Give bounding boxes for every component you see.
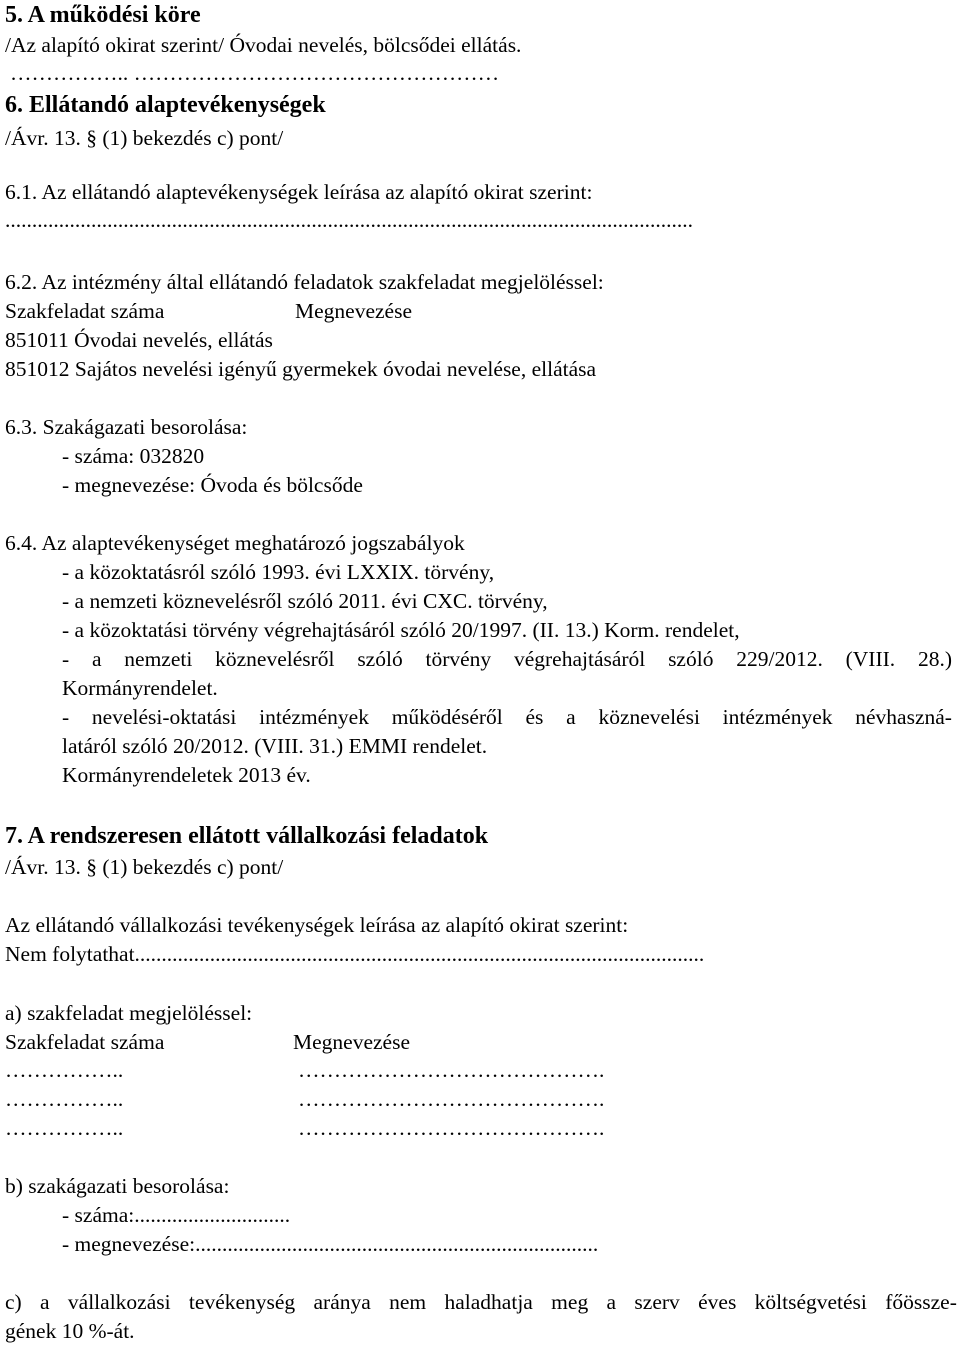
task-row-2: 851012 Sajátos nevelési igényű gyermekek óvodai nevelése, ellátása — [5, 357, 597, 381]
blank-number: …………….. — [5, 1087, 124, 1111]
section-6-reference: /Ávr. 13. § (1) bekezdés c) pont/ — [5, 126, 284, 150]
word: éves — [698, 1290, 737, 1314]
word: végrehajtásáról — [513, 647, 646, 671]
word: nemzeti — [124, 647, 193, 671]
law-item-continuation: Kormányrendelet. — [62, 676, 218, 700]
column-header-number: Szakfeladat száma — [5, 299, 165, 323]
section-5-scope: /Az alapító okirat szerint/ Óvodai nevelés, bölcsődei ellátás. — [5, 33, 522, 57]
word: tevékenység — [188, 1290, 296, 1314]
law-item: - a közoktatásról szóló 1993. évi LXXIX. törvény, — [62, 560, 495, 584]
law-item-justified — [62, 707, 952, 729]
subsection-b-title: b) szakágazati besorolása: — [5, 1174, 230, 1198]
word: intézmények — [259, 705, 369, 729]
word: - — [62, 647, 70, 671]
section-5-dots: …………….. …………………………………………… — [10, 61, 500, 85]
word: a — [566, 705, 576, 729]
word: c) — [5, 1290, 22, 1314]
word: meg — [551, 1290, 589, 1314]
section-6-4: 6.4. Az alaptevékenységet meghatározó jogszabályok — [5, 531, 465, 555]
word: haladhatja — [444, 1290, 533, 1314]
word: és — [525, 705, 544, 729]
section-6-3: 6.3. Szakágazati besorolása: — [5, 415, 248, 439]
section-6-2: 6.2. Az intézmény által ellátandó feladatok szakfeladat megjelöléssel: — [5, 270, 604, 294]
column-header-name: Megnevezése — [293, 1030, 410, 1054]
law-item: - a közoktatási törvény végrehajtásáról szóló 20/1997. (II. 13.) Korm. rendelet, — [62, 618, 740, 642]
law-item-continuation: latáról szóló 20/2012. (VIII. 31.) EMMI rendelet. — [62, 734, 488, 758]
business-description-label: Az ellátandó vállalkozási tevékenységek leírása az alapító okirat szerint: — [5, 913, 629, 937]
word: törvény — [425, 647, 492, 671]
word: vállalkozási — [67, 1290, 171, 1314]
word: névhaszná- — [855, 705, 952, 729]
word: a — [91, 647, 102, 671]
section-7-reference: /Ávr. 13. § (1) bekezdés c) pont/ — [5, 855, 284, 879]
word: a — [606, 1290, 617, 1314]
law-item: Kormányrendeletek 2013 év. — [62, 763, 311, 787]
section-7-title: 7. A rendszeresen ellátott vállalkozási feladatok — [5, 823, 489, 849]
sector-number: - száma: 032820 — [62, 444, 205, 468]
word: intézmények — [722, 705, 833, 729]
sector-name-blank: - megnevezése:........................................................................... — [62, 1232, 599, 1256]
blank-number: …………….. — [5, 1116, 124, 1140]
word: 229/2012. — [736, 647, 823, 671]
word: köznevelési — [598, 705, 700, 729]
column-header-name: Megnevezése — [295, 299, 412, 323]
law-item: - a nemzeti köznevelésről szóló 2011. évi CXC. törvény, — [62, 589, 548, 613]
blank-name: ……………………………………. — [298, 1058, 605, 1082]
section-6-title: 6. Ellátandó alaptevékenységek — [5, 92, 326, 118]
blank-number: …………….. — [5, 1058, 124, 1082]
word: a — [40, 1290, 50, 1314]
word: 28.) — [917, 647, 952, 671]
word: főössze- — [885, 1290, 957, 1314]
word: szóló — [668, 647, 714, 671]
word: aránya — [313, 1290, 371, 1314]
column-header-number: Szakfeladat száma — [5, 1030, 165, 1054]
word: szóló — [357, 647, 403, 671]
subsection-a-title: a) szakfeladat megjelöléssel: — [5, 1001, 253, 1025]
word: (VIII. — [845, 647, 896, 671]
law-item-justified — [62, 649, 952, 671]
word: nem — [389, 1290, 427, 1314]
word: - — [62, 705, 70, 729]
word: költségvetési — [754, 1290, 867, 1314]
blank-name: ……………………………………. — [298, 1087, 605, 1111]
word: működéséről — [391, 705, 503, 729]
section-6-1: 6.1. Az ellátandó alaptevékenységek leírása az alapító okirat szerint: — [5, 180, 593, 204]
word: szerv — [634, 1290, 680, 1314]
subsection-c-text — [5, 1292, 957, 1314]
sector-number-blank: - száma:............................. — [62, 1203, 291, 1227]
task-row-1: 851011 Óvodai nevelés, ellátás — [5, 328, 273, 352]
business-description-value: Nem folytathat.......................................................................................................... — [5, 942, 705, 966]
word: köznevelésről — [215, 647, 335, 671]
blank-name: ……………………………………. — [298, 1116, 605, 1140]
section-6-1-dots: ................................................................................................................................ — [5, 208, 693, 232]
word: nevelési-oktatási — [91, 705, 237, 729]
sector-name: - megnevezése: Óvoda és bölcsőde — [62, 473, 363, 497]
subsection-c-continuation: gének 10 %-át. — [5, 1319, 135, 1343]
section-5-title: 5. A működési köre — [5, 2, 201, 28]
